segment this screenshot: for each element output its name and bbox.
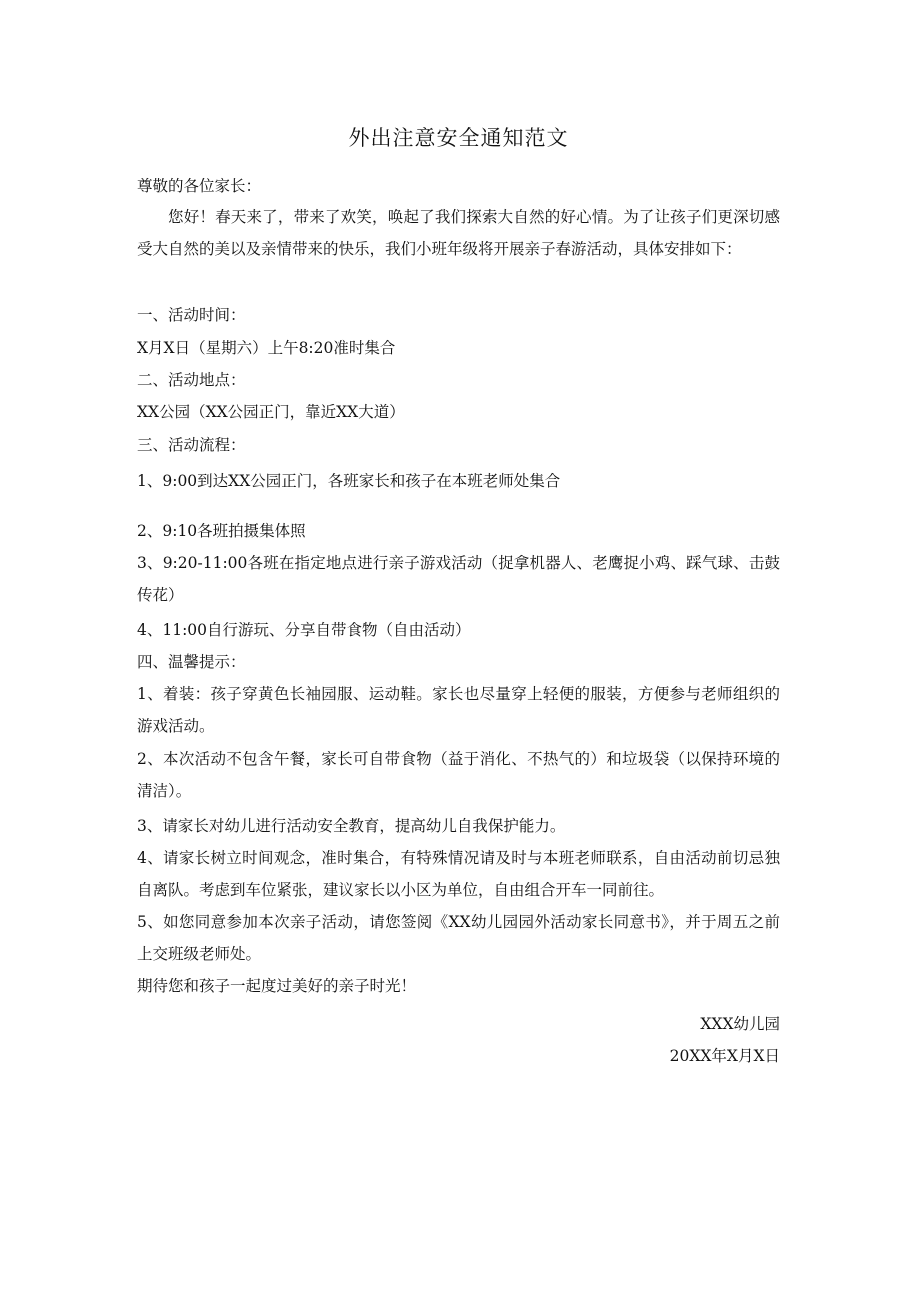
tip-item-4: 4、请家长树立时间观念，准时集合，有特殊情况请及时与本班老师联系，自由活动前切忌独自离队。考虑到车位紧张，建议家长以小区为单位，自由组合开车一同前往。 (137, 849, 780, 899)
document-page (137, 0, 780, 1301)
section2-text: XX公园（XX公园正门，靠近XX大道） (137, 403, 405, 421)
flow-item-2: 2、9:10各班拍摄集体照 (137, 522, 306, 540)
intro-paragraph: 您好！春天来了，带来了欢笑，唤起了我们探索大自然的好心情。为了让孩子们更深切感受大自然的美以及亲情带来的快乐，我们小班年级将开展亲子春游活动，具体安排如下： (137, 208, 780, 258)
closing-line: 期待您和孩子一起度过美好的亲子时光！ (137, 977, 417, 995)
section1-text: X月X日（星期六）上午8:20准时集合 (137, 339, 396, 357)
date: 20XX年X月X日 (669, 1047, 780, 1065)
tip-item-3: 3、请家长对幼儿进行活动安全教育，提高幼儿自我保护能力。 (137, 817, 566, 835)
tip-item-2: 2、本次活动不包含午餐，家长可自带食物（益于消化、不热气的）和垃圾袋（以保持环境的清洁）。 (137, 750, 780, 800)
document-title: 外出注意安全通知范文 (348, 126, 569, 150)
tip-item-5: 5、如您同意参加本次亲子活动，请您签阅《XX幼儿园园外活动家长同意书》，并于周五之前上交班级老师处。 (137, 913, 780, 963)
section1-heading: 一、活动时间： (137, 306, 246, 324)
flow-item-1: 1、9:00到达XX公园正门，各班家长和孩子在本班老师处集合 (137, 472, 561, 490)
section4-heading: 四、温馨提示： (137, 653, 246, 671)
flow-item-4: 4、11:00自行游玩、分享自带食物（自由活动） (137, 621, 471, 639)
salutation: 尊敬的各位家长： (137, 177, 262, 195)
tip-item-1: 1、着装：孩子穿黄色长袖园服、运动鞋。家长也尽量穿上轻便的服装，方便参与老师组织的游戏活动。 (137, 685, 780, 735)
section2-heading: 二、活动地点： (137, 371, 246, 389)
section3-heading: 三、活动流程： (137, 436, 246, 454)
flow-item-3: 3、9:20-11:00各班在指定地点进行亲子游戏活动（捉拿机器人、老鹰捉小鸡、踩气球、击鼓传花） (137, 554, 780, 604)
signature: XXX幼儿园 (700, 1015, 780, 1033)
